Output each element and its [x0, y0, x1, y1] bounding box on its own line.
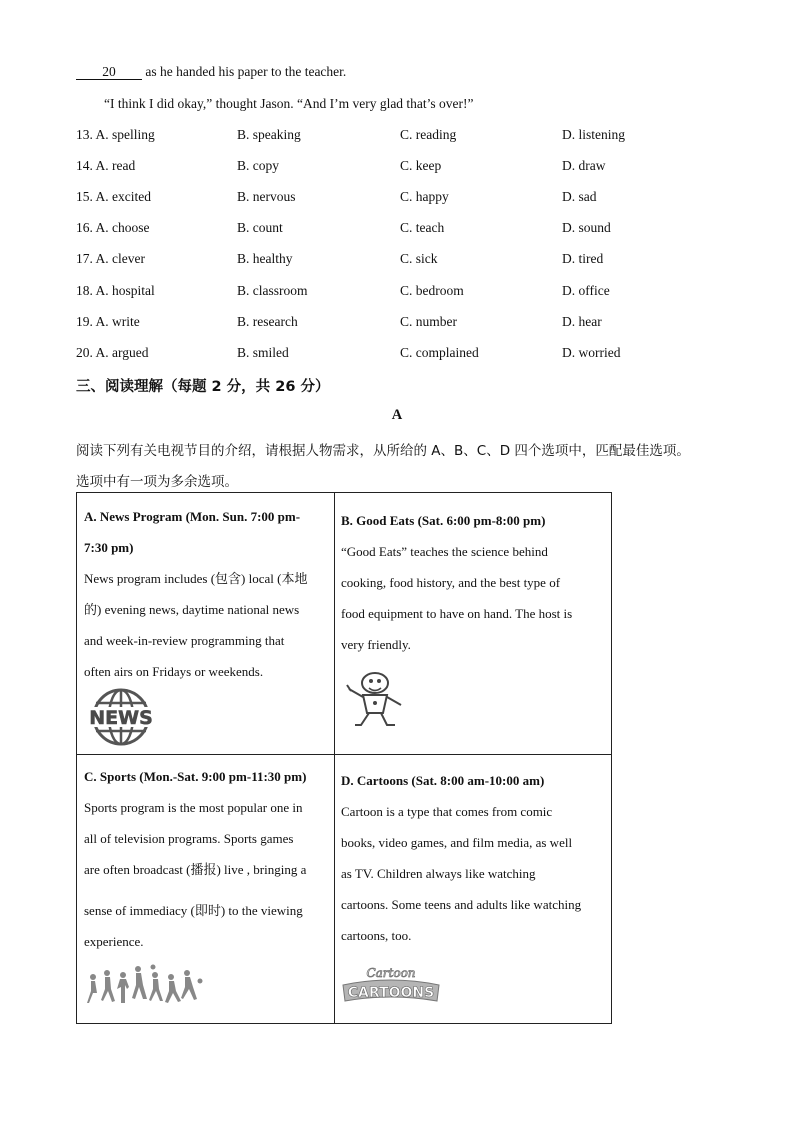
cell-good-eats: [341, 505, 603, 660]
option-c: C. complained: [400, 345, 479, 360]
instruction-line-2: 选项中有一项为多余选项。: [76, 474, 238, 490]
section-title: 三、阅读理解（每题 2 分，共 26 分）: [76, 379, 330, 395]
option-b: B. count: [237, 220, 283, 235]
question-18: [76, 283, 716, 303]
option-d: D. draw: [562, 158, 606, 173]
passage-line-1: [76, 64, 346, 80]
option-b: B. smiled: [237, 345, 289, 360]
cell-heading-cont: 7:30 pm): [84, 540, 134, 555]
option-c: C. sick: [400, 251, 438, 266]
cell-text: very friendly.: [341, 637, 411, 652]
option-c: C. keep: [400, 158, 442, 173]
cell-text: News program includes (包含) local (本地: [84, 571, 308, 586]
question-16: [76, 220, 716, 240]
option-b: B. nervous: [237, 189, 296, 204]
blank-20: 20: [76, 65, 142, 80]
cell-text: “Good Eats” teaches the science behind: [341, 544, 548, 559]
option-b: B. classroom: [237, 283, 308, 298]
cell-text: experience.: [84, 934, 144, 949]
sports-players-icon: [83, 959, 207, 1009]
question-20: [76, 345, 716, 365]
cell-text: as TV. Children always like watching: [341, 866, 536, 881]
instruction-line-1: 阅读下列有关电视节目的介绍，请根据人物需求，从所给的 A、B、C、D 四个选项中，匹配最佳选项。: [76, 443, 690, 459]
news-logo-text: NEWS: [89, 707, 153, 729]
table-divider-horizontal: [77, 754, 611, 755]
cell-text: often airs on Fridays or weekends.: [84, 664, 264, 679]
question-13: [76, 127, 716, 147]
option-d: D. tired: [562, 251, 604, 266]
question-19: [76, 314, 716, 334]
option-c: C. reading: [400, 127, 457, 142]
cell-heading: A. News Program (Mon. Sun. 7:00 pm-: [84, 509, 301, 524]
question-17: [76, 251, 716, 271]
cell-text: books, video games, and film media, as well: [341, 835, 573, 850]
option-c: C. number: [400, 314, 457, 329]
option-c: C. happy: [400, 189, 449, 204]
option-a: 16. A. choose: [76, 220, 150, 235]
chef-cartoon-icon: [339, 669, 409, 731]
cartoons-logo-text: CARTOONS: [347, 985, 435, 1001]
option-d: D. sound: [562, 220, 611, 235]
cell-sports: [84, 761, 329, 957]
option-a: 20. A. argued: [76, 345, 149, 360]
option-b: B. copy: [237, 158, 279, 173]
cell-text: cartoons. Some teens and adults like watching: [341, 897, 582, 912]
option-d: D. office: [562, 283, 610, 298]
passage-line-2: “I think I did okay,” thought Jason. “And I’m very glad that’s over!”: [104, 96, 474, 111]
cartoon-script-text: Cartoon: [366, 966, 416, 980]
option-a: 13. A. spelling: [76, 127, 155, 142]
cell-text: sense of immediacy (即时) to the viewing: [84, 903, 303, 918]
cell-text: cooking, food history, and the best type of: [341, 575, 561, 590]
tv-programs-table: [76, 492, 612, 1024]
cell-news-program: [84, 501, 329, 687]
option-c: C. bedroom: [400, 283, 464, 298]
option-d: D. sad: [562, 189, 597, 204]
option-a: 15. A. excited: [76, 189, 151, 204]
cell-text: 的) evening news, daytime national news: [84, 602, 300, 617]
option-c: C. teach: [400, 220, 445, 235]
cell-text: and week-in-review programming that: [84, 633, 285, 648]
cell-heading: B. Good Eats (Sat. 6:00 pm-8:00 pm): [341, 513, 546, 528]
option-a: 18. A. hospital: [76, 283, 155, 298]
cell-text: are often broadcast (播报) live , bringing a: [84, 862, 307, 877]
table-divider-vertical: [334, 493, 335, 1023]
option-d: D. worried: [562, 345, 621, 360]
option-d: D. listening: [562, 127, 625, 142]
part-title: A: [391, 407, 403, 423]
cell-text: cartoons, too.: [341, 928, 412, 943]
cell-heading: C. Sports (Mon.-Sat. 9:00 pm-11:30 pm): [84, 769, 307, 784]
cartoons-logo-icon: [339, 963, 443, 1005]
option-b: B. research: [237, 314, 298, 329]
option-a: 19. A. write: [76, 314, 140, 329]
cell-cartoons: [341, 765, 603, 951]
news-globe-icon: [85, 687, 157, 747]
passage-text: as he handed his paper to the teacher.: [142, 64, 347, 79]
cell-text: all of television programs. Sports games: [84, 831, 294, 846]
question-14: [76, 158, 716, 178]
option-d: D. hear: [562, 314, 602, 329]
cell-heading: D. Cartoons (Sat. 8:00 am-10:00 am): [341, 773, 545, 788]
option-b: B. speaking: [237, 127, 301, 142]
question-15: [76, 189, 716, 209]
option-a: 17. A. clever: [76, 251, 145, 266]
cell-text: Sports program is the most popular one in: [84, 800, 303, 815]
option-a: 14. A. read: [76, 158, 136, 173]
cell-text: food equipment to have on hand. The host is: [341, 606, 573, 621]
cell-text: Cartoon is a type that comes from comic: [341, 804, 553, 819]
option-b: B. healthy: [237, 251, 293, 266]
